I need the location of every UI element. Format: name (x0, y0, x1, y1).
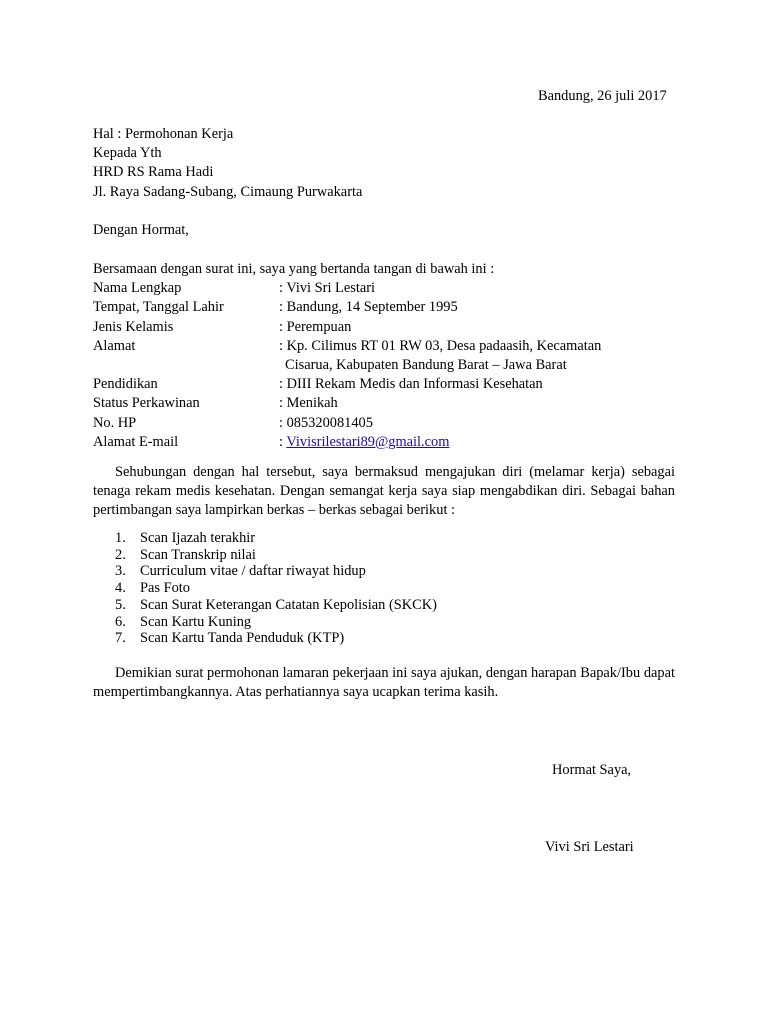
list-text: Curriculum vitae / daftar riwayat hidup (140, 563, 366, 580)
field-row (93, 279, 601, 298)
field-row (93, 375, 601, 394)
field-label: Alamat (93, 337, 136, 354)
field-value: : Kp. Cilimus RT 01 RW 03, Desa padaasih, Kecamatan (279, 337, 602, 354)
field-value: : DIII Rekam Medis dan Informasi Kesehatan (279, 376, 543, 393)
attachments-list (115, 530, 437, 647)
list-number: 4. (115, 580, 126, 597)
subject-line: Hal : Permohonan Kerja (93, 126, 234, 142)
list-item (115, 614, 437, 631)
field-label: Pendidikan (93, 376, 158, 393)
list-item (115, 547, 437, 564)
recipient-block (93, 125, 362, 202)
list-text: Scan Transkrip nilai (140, 546, 256, 563)
email-link[interactable]: Vivisrilestari89@gmail.com (286, 433, 450, 450)
applicant-details (93, 260, 601, 452)
list-number: 1. (115, 530, 126, 546)
list-text: Scan Ijazah terakhir (140, 530, 256, 546)
recipient-name: HRD RS Rama Hadi (93, 164, 214, 181)
field-value: : Bandung, 14 September 1995 (279, 299, 458, 316)
recipient-address: Jl. Raya Sadang-Subang, Cimaung Purwakarta (93, 183, 363, 200)
field-row (93, 414, 601, 433)
field-label: Nama Lengkap (93, 280, 182, 297)
list-text: Scan Kartu Kuning (140, 613, 252, 630)
field-row (93, 298, 601, 317)
body-paragraph-1: Sehubungan dengan hal tersebut, saya bermaksud mengajukan diri (melamar kerja) sebagai tenaga rekam medis kesehatan. Dengan semangat kerja saya siap mengabdikan diri. Sebagai bahan pertimbangan saya lampirkan berkas – berkas sebagai berikut : (93, 464, 675, 518)
list-number: 5. (115, 596, 126, 613)
letter-date: Bandung, 26 juli 2017 (538, 88, 667, 104)
closing: Hormat Saya, (552, 762, 632, 778)
field-value-continued: Cisarua, Kabupaten Bandung Barat – Jawa Barat (285, 357, 567, 374)
list-text: Scan Surat Keterangan Catatan Kepolisian (SKCK) (140, 596, 437, 613)
list-number: 6. (115, 613, 126, 630)
email-label: Alamat E-mail (93, 433, 179, 450)
field-label: Jenis Kelamis (93, 318, 174, 335)
field-label: No. HP (93, 414, 137, 431)
list-item (115, 580, 437, 597)
list-item (115, 630, 437, 647)
field-row (93, 394, 601, 413)
list-text: Pas Foto (140, 580, 190, 597)
field-value: : 085320081405 (279, 414, 373, 431)
field-value: : Vivi Sri Lestari (279, 280, 375, 297)
field-row (93, 337, 601, 356)
email-value-wrap (279, 433, 449, 452)
intro-line: Bersamaan dengan surat ini, saya yang bertanda tangan di bawah ini : (93, 261, 495, 277)
body-paragraph-2: Demikian surat permohonan lamaran pekerjaan ini saya ajukan, dengan harapan Bapak/Ibu dapat mempertimbangkannya. Atas perhatiannya saya ucapkan terima kasih. (93, 665, 675, 700)
list-item (115, 597, 437, 614)
greeting: Dengan Hormat, (93, 222, 189, 238)
email-prefix: : (279, 433, 287, 450)
field-value: : Menikah (279, 395, 338, 412)
recipient-salutation: Kepada Yth (93, 145, 162, 162)
list-number: 7. (115, 630, 126, 647)
field-value: : Perempuan (279, 318, 352, 335)
field-label: Status Perkawinan (93, 395, 200, 412)
list-item (115, 530, 437, 547)
list-number: 2. (115, 546, 126, 563)
field-label: Tempat, Tanggal Lahir (93, 299, 224, 316)
signature-name: Vivi Sri Lestari (545, 839, 634, 855)
field-row (93, 318, 601, 337)
list-item (115, 563, 437, 580)
email-row (93, 433, 601, 452)
list-number: 3. (115, 563, 126, 580)
list-text: Scan Kartu Tanda Penduduk (KTP) (140, 630, 345, 647)
